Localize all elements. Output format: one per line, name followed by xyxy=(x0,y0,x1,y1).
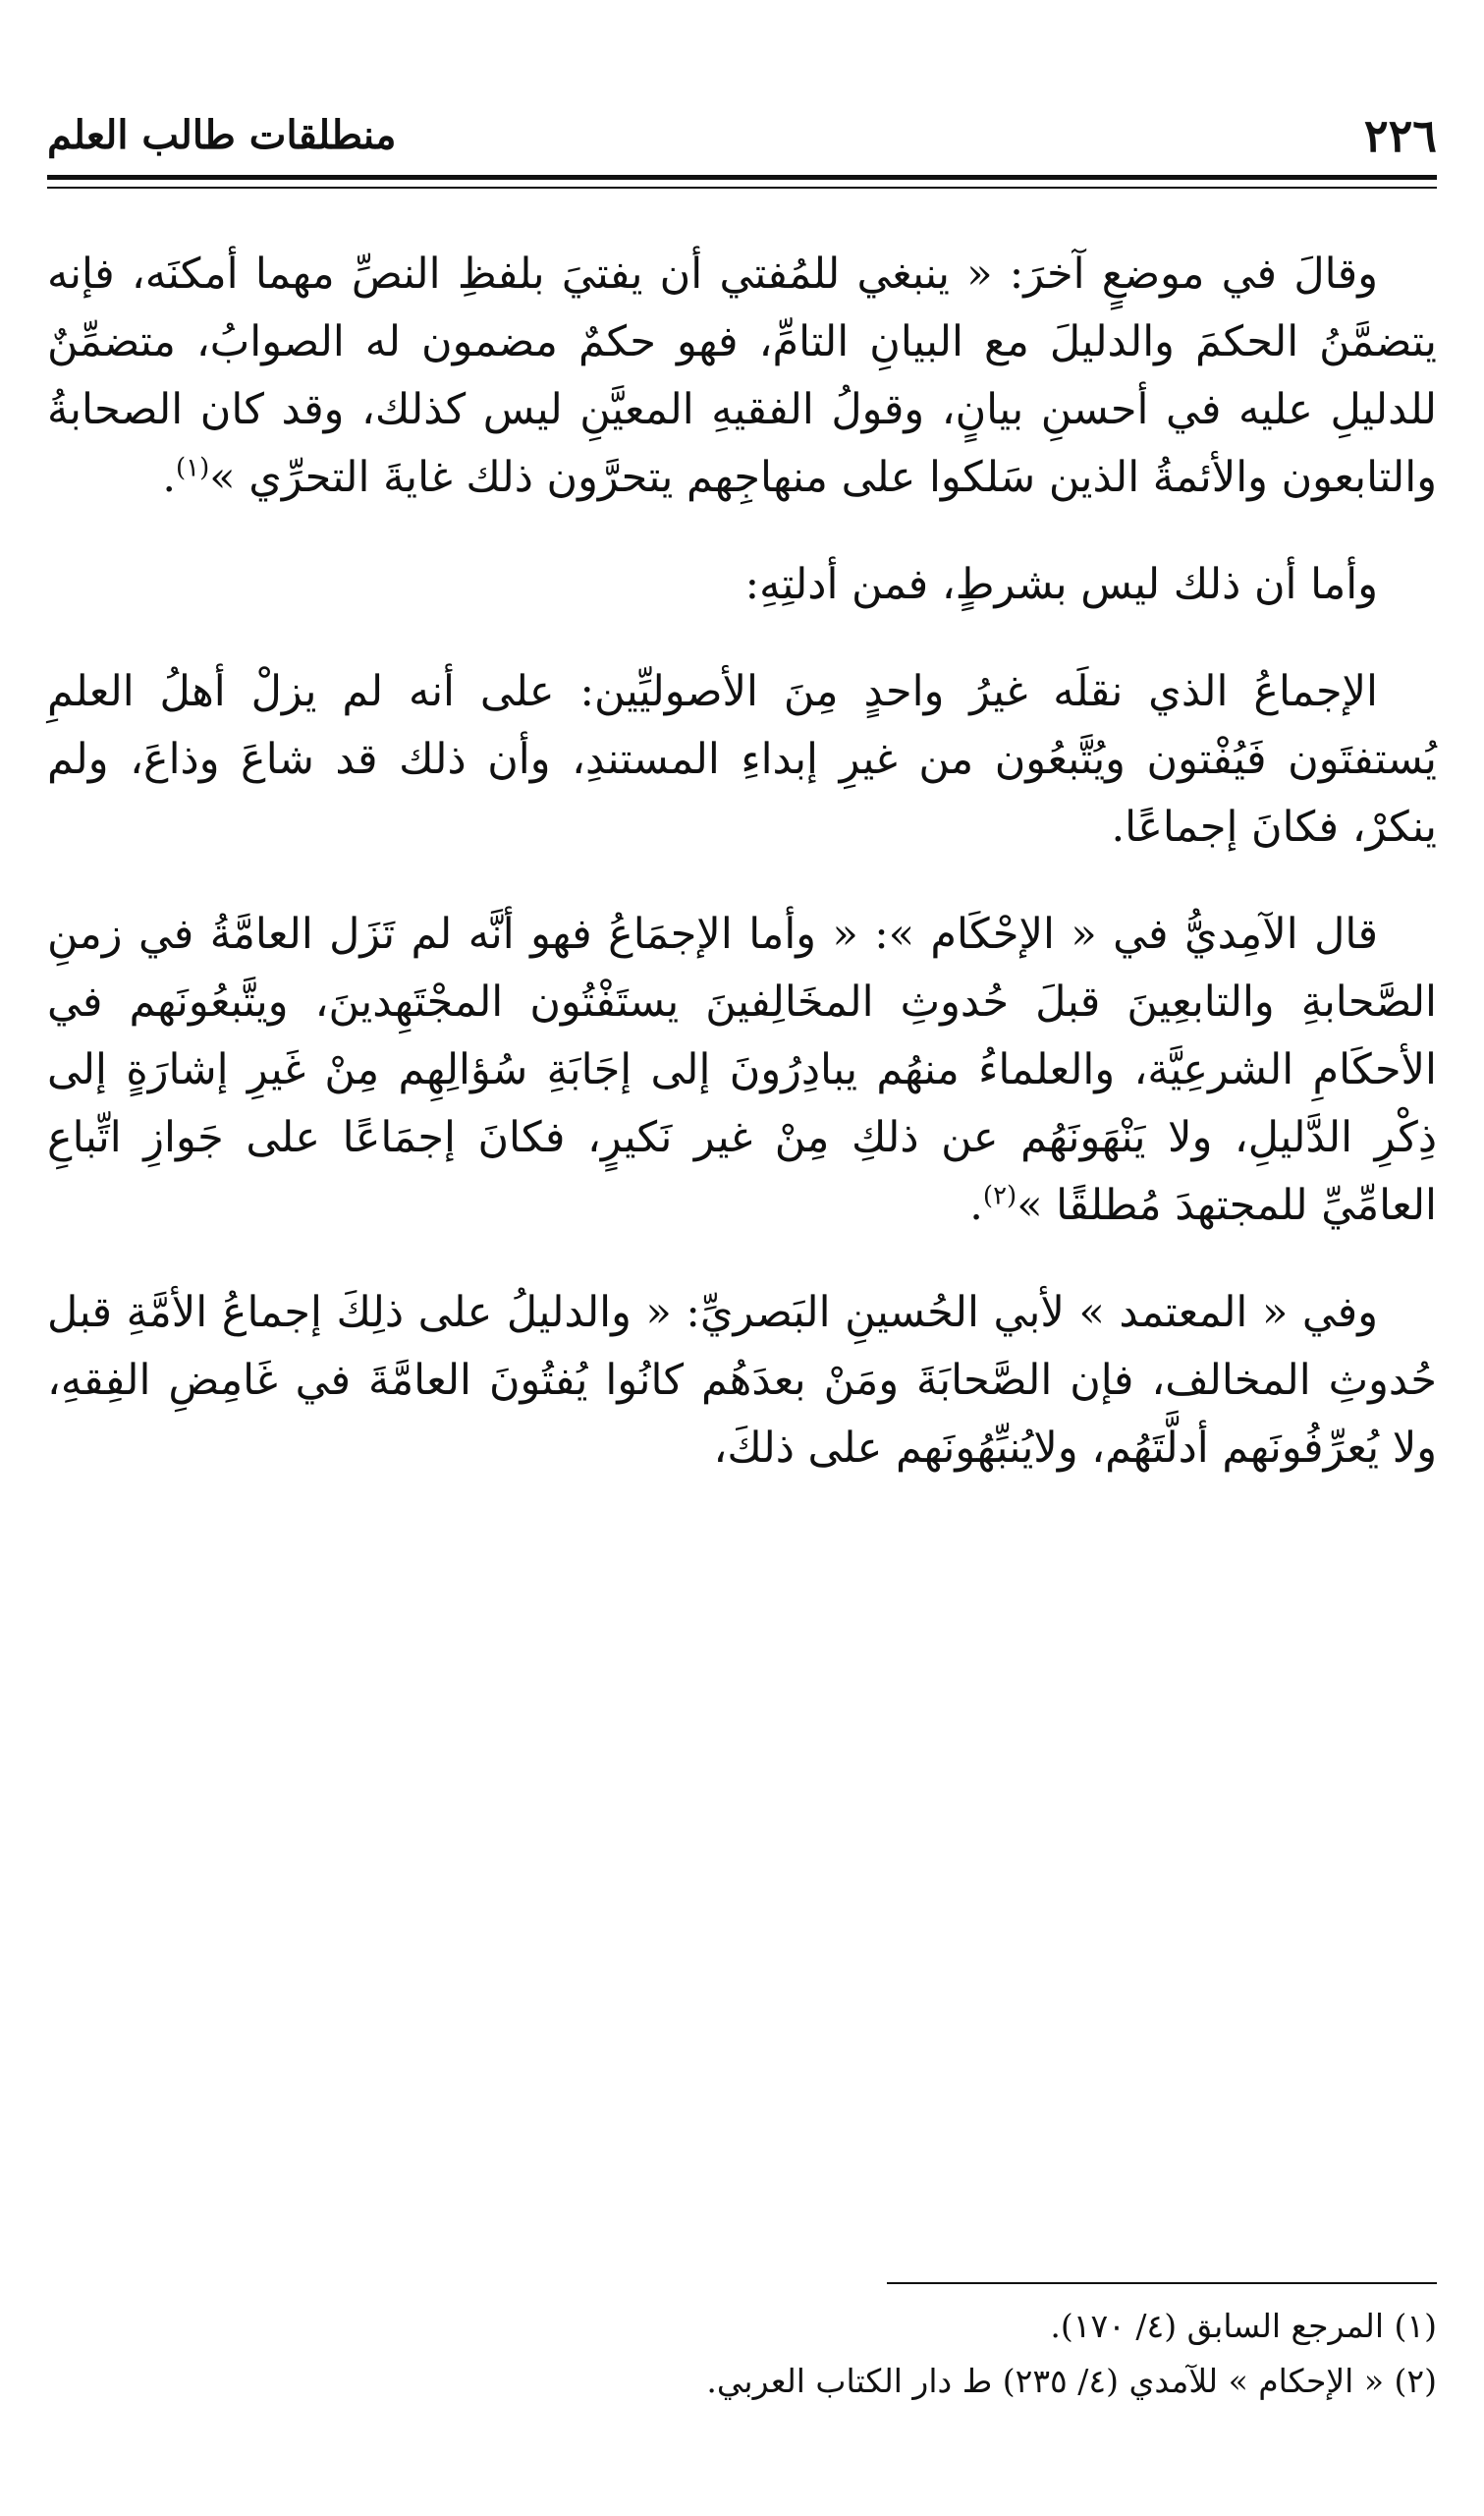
footnote: (١) المرجع السابق (٤/ ١٧٠). xyxy=(1050,2307,1437,2345)
footnote: (٢) « الإحكام » للآمدي (٤/ ٢٣٥) ط دار الكتاب العربي. xyxy=(706,2362,1437,2400)
footnotes xyxy=(47,2299,1437,2409)
paragraph xyxy=(47,241,1437,512)
paragraph-text: وأما أن ذلك ليس بشرطٍ، فمن أدلتِهِ: xyxy=(744,560,1378,609)
paragraph-tail: . xyxy=(969,1181,983,1230)
paragraph-tail: . xyxy=(162,453,176,502)
page-header xyxy=(47,106,1437,165)
paragraph-text: وفي « المعتمد » لأبي الحُسينِ البَصريِّ: « والدليلُ على ذلِكَ إجماعُ الأمَّةِ قبل حُدوثِ المخالف، فإن الصَّحابَةَ ومَنْ بعدَهُم كانُوا يُفتُونَ العامَّةَ في غَامِضِ الفِقهِ، ولا يُعرِّفُونَهم أدلَّتَهُم، ولايُنبِّهُونَهم على ذلكَ، xyxy=(47,1288,1437,1473)
paragraph xyxy=(47,551,1437,619)
footnote-ref: (٢) xyxy=(982,1181,1017,1211)
running-title: منطلقات طالب العلم xyxy=(47,112,397,158)
paragraph-text: قال الآمِديُّ في « الإحْكَام »: « وأما الإجمَاعُ فهو أنَّه لم تَزَل العامَّةُ في زمنِ الصَّحابةِ والتابعِينَ قبلَ حُدوثِ المخَالِفينَ يستَفْتُون المجْتَهِدينَ، ويتَّبعُونَهم في الأحكَامِ الشرعِيَّة، والعلماءُ منهُم يبادِرُونَ إلى إجَابَةِ سُؤالِهِم مِنْ غَيرِ إشارَةٍ إلى ذِكْرِ الدَّليلِ، ولا يَنْهَونَهُم عن ذلكِ مِنْ غير نَكيرٍ، فكانَ إجمَاعًا على جَوازِ اتِّباعِ العامِّيِّ للمجتهدَ مُطلقًا » xyxy=(47,910,1437,1230)
paragraph-text: وقالَ في موضعٍ آخرَ: « ينبغي للمُفتي أن يفتيَ بلفظِ النصِّ مهما أمكنَه، فإنه يتضمَّنُ الحكمَ والدليلَ مع البيانِ التامِّ، فهو حكمٌ مضمون له الصوابُ، متضمِّنٌ للدليلِ عليه في أحسنِ بيانٍ، وقولُ الفقيهِ المعيَّنِ ليس كذلك، وقد كان الصحابةُ والتابعون والأئمةُ الذين سَلكوا على منهاجِهم يتحرَّون ذلك غايةَ التحرِّي » xyxy=(47,250,1437,502)
paragraph xyxy=(47,1279,1437,1482)
page-number: ٢٢٦ xyxy=(1363,109,1437,162)
header-rule-thick xyxy=(47,175,1437,180)
footnote-separator xyxy=(887,2282,1437,2284)
footnote-ref: (١) xyxy=(176,453,210,483)
paragraph xyxy=(47,658,1437,862)
body-text xyxy=(47,241,1437,1482)
paragraph-text: الإجماعُ الذي نقلَه غيرُ واحدٍ مِنَ الأصوليِّين: على أنه لم يزلْ أهلُ العلمِ يُستفتَون فَيُفْتون ويُتَّبعُون من غيرِ إبداءِ المستندِ، وأن ذلك قد شاعَ وذاعَ، ولم ينكرْ، فكانَ إجماعًا. xyxy=(47,667,1437,852)
header-rule-thin xyxy=(47,187,1437,189)
paragraph xyxy=(47,901,1437,1240)
